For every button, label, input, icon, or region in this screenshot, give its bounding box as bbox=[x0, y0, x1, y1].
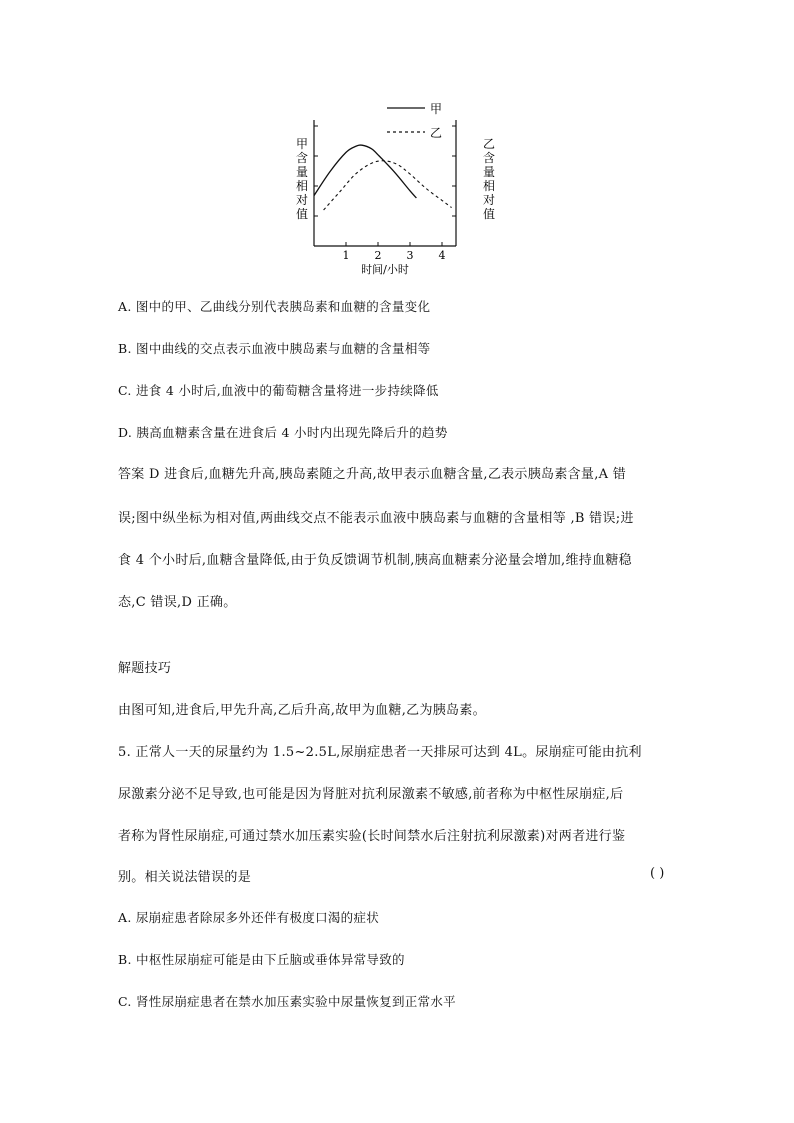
tip-text: 由图可知,进食后,甲先升高,乙后升高,故甲为血糖,乙为胰岛素。 bbox=[118, 703, 486, 718]
tip-heading: 解题技巧 bbox=[118, 661, 172, 676]
question-5-line-1: 5. 正常人一天的尿量约为 1.5~2.5L,尿崩症患者一天排尿可达到 4L。尿崩症可能由抗利 bbox=[118, 745, 642, 760]
y-label-char: 对 bbox=[295, 193, 309, 207]
legend-label-jia: 甲 bbox=[430, 102, 443, 116]
line-chart bbox=[290, 96, 496, 281]
answer-line-4: 态,C 错误,D 正确。 bbox=[118, 595, 237, 610]
option-c-prev: C. 进食 4 小时后,血液中的葡萄糖含量将进一步持续降低 bbox=[118, 383, 439, 398]
y-label-char: 值 bbox=[482, 207, 496, 221]
y-label-char: 值 bbox=[295, 207, 309, 221]
y-label-char: 对 bbox=[482, 193, 496, 207]
y-label-right bbox=[483, 137, 495, 221]
y-label-char: 乙 bbox=[482, 137, 496, 151]
question-5-line-3: 者称为肾性尿崩症,可通过禁水加压素实验(长时间禁水后注射抗利尿激素)对两者进行鉴 bbox=[118, 829, 626, 844]
y-label-char: 甲 bbox=[295, 137, 309, 151]
option-d-prev: D. 胰高血糖素含量在进食后 4 小时内出现先降后升的趋势 bbox=[118, 425, 448, 440]
series-jia-line bbox=[314, 145, 416, 198]
y-label-char: 相 bbox=[482, 179, 496, 193]
y-label-char: 相 bbox=[295, 179, 309, 193]
option-a-prev: A. 图中的甲、乙曲线分别代表胰岛素和血糖的含量变化 bbox=[118, 299, 431, 314]
answer-line-1: 答案 D 进食后,血糖先升高,胰岛素随之升高,故甲表示血糖含量,乙表示胰岛素含量,A 错 bbox=[118, 467, 627, 482]
answer-line-3: 食 4 个小时后,血糖含量降低,由于负反馈调节机制,胰高血糖素分泌量会增加,维持血糖稳 bbox=[118, 553, 632, 568]
y-label-char: 量 bbox=[482, 165, 496, 179]
x-tick-label: 3 bbox=[406, 249, 414, 262]
x-ticks bbox=[343, 242, 446, 262]
option-a: A. 尿崩症患者除尿多外还伴有极度口渴的症状 bbox=[118, 910, 380, 925]
question-5-line-2: 尿激素分泌不足导致,也可能是因为肾脏对抗利尿激素不敏感,前者称为中枢性尿崩症,后 bbox=[118, 787, 624, 802]
answer-parentheses: ( ) bbox=[650, 866, 665, 881]
option-b-prev: B. 图中曲线的交点表示血液中胰岛素与血糖的含量相等 bbox=[118, 341, 431, 356]
x-tick-label: 2 bbox=[374, 249, 382, 262]
option-b: B. 中枢性尿崩症可能是由下丘脑或垂体异常导致的 bbox=[118, 952, 405, 967]
option-c: C. 肾性尿崩症患者在禁水加压素实验中尿量恢复到正常水平 bbox=[118, 994, 456, 1009]
question-5-line-4: 别。相关说法错误的是 bbox=[118, 870, 252, 885]
y-label-char: 含 bbox=[482, 151, 496, 165]
y-label-char: 量 bbox=[295, 165, 309, 179]
y-label-char: 含 bbox=[295, 151, 309, 165]
y-ticks bbox=[314, 126, 456, 246]
legend-label-yi: 乙 bbox=[430, 126, 443, 140]
x-tick-label: 4 bbox=[438, 249, 446, 262]
y-label-left bbox=[296, 137, 308, 221]
figure bbox=[290, 96, 496, 281]
answer-line-2: 误;图中纵坐标为相对值,两曲线交点不能表示血液中胰岛素与血糖的含量相等 ,B 错误;进 bbox=[118, 511, 634, 526]
series-yi-line bbox=[324, 161, 452, 210]
x-axis-label: 时间/小时 bbox=[361, 263, 409, 276]
x-tick-label: 1 bbox=[342, 249, 350, 262]
